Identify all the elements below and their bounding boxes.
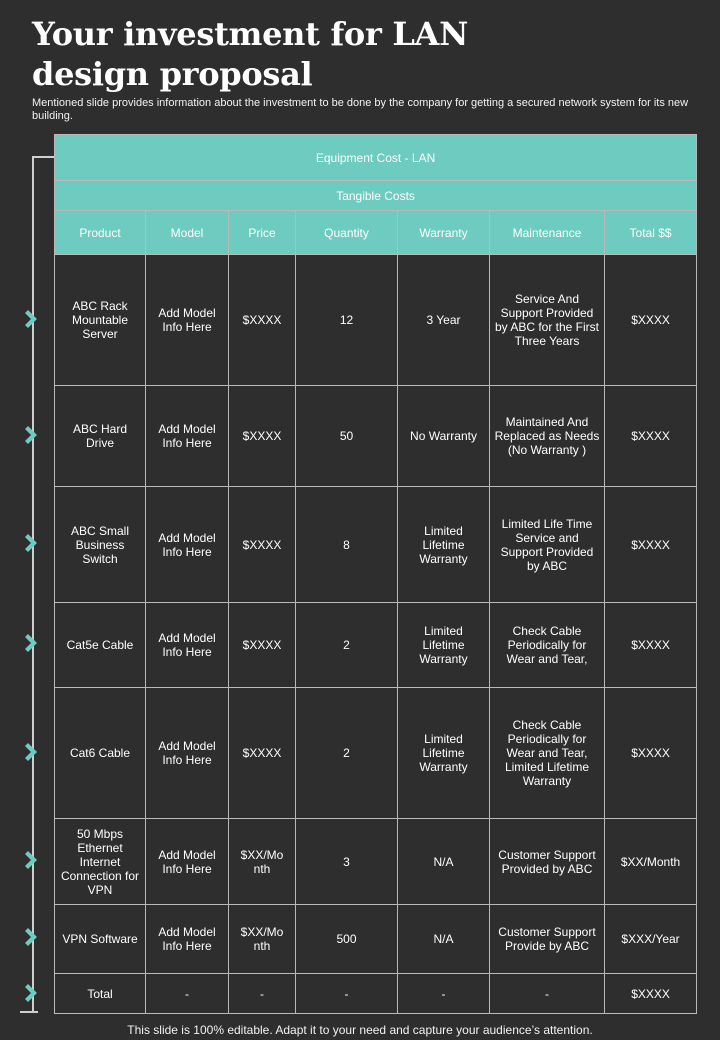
cell-price: $XX/Mo nth bbox=[229, 819, 296, 905]
cell-total: $XXXX bbox=[605, 487, 697, 603]
cell-product: Cat5e Cable bbox=[55, 603, 146, 688]
cell-price: $XXXX bbox=[229, 688, 296, 819]
chevron-right-icon bbox=[24, 424, 42, 446]
cell-warranty: N/A bbox=[398, 905, 490, 974]
cell-product: ABC Small Business Switch bbox=[55, 487, 146, 603]
band-subtitle: Tangible Costs bbox=[55, 181, 697, 211]
chevron-right-icon bbox=[24, 632, 42, 654]
cell-quantity: 50 bbox=[296, 386, 398, 487]
cell-quantity: 3 bbox=[296, 819, 398, 905]
cell-model: Add Model Info Here bbox=[146, 688, 229, 819]
cell-warranty: - bbox=[398, 974, 490, 1014]
cell-product: VPN Software bbox=[55, 905, 146, 974]
cell-quantity: 2 bbox=[296, 603, 398, 688]
header-model: Model bbox=[146, 211, 229, 255]
cell-warranty: 3 Year bbox=[398, 255, 490, 386]
band-equipment-cost bbox=[55, 135, 697, 181]
cell-total: $XXXX bbox=[605, 603, 697, 688]
cell-product: ABC Rack Mountable Server bbox=[55, 255, 146, 386]
cell-price: $XX/Mo nth bbox=[229, 905, 296, 974]
cell-warranty: Limited Lifetime Warranty bbox=[398, 487, 490, 603]
cell-total: $XXXX bbox=[605, 255, 697, 386]
chevron-right-icon bbox=[24, 849, 42, 871]
cell-warranty: No Warranty bbox=[398, 386, 490, 487]
cell-maintenance: Limited Life Time Service and Support Provided by ABC bbox=[490, 487, 605, 603]
cell-warranty: N/A bbox=[398, 819, 490, 905]
slide-footer: This slide is 100% editable. Adapt it to your need and capture your audience’s attention. bbox=[127, 1023, 593, 1037]
band-title: Equipment Cost - LAN bbox=[55, 135, 697, 181]
equipment-cost-table bbox=[54, 134, 697, 1014]
cell-quantity: - bbox=[296, 974, 398, 1014]
timeline-line bbox=[32, 156, 34, 1012]
cell-maintenance: Check Cable Periodically for Wear and Tear, bbox=[490, 603, 605, 688]
cell-quantity: 500 bbox=[296, 905, 398, 974]
cell-price: $XXXX bbox=[229, 487, 296, 603]
slide-subtitle: Mentioned slide provides information about the investment to be done by the company for getting a secured network system for its new building. bbox=[32, 97, 689, 122]
cell-maintenance: - bbox=[490, 974, 605, 1014]
table-total-row bbox=[55, 974, 697, 1014]
table-row bbox=[55, 688, 697, 819]
cell-total: $XX/Month bbox=[605, 819, 697, 905]
header-maintenance: Maintenance bbox=[490, 211, 605, 255]
cell-maintenance: Maintained And Replaced as Needs (No Warranty ) bbox=[490, 386, 605, 487]
table-row bbox=[55, 487, 697, 603]
chevron-right-icon bbox=[24, 741, 42, 763]
cell-warranty: Limited Lifetime Warranty bbox=[398, 688, 490, 819]
cell-total: $XXXX bbox=[605, 974, 697, 1014]
cell-maintenance: Service And Support Provided by ABC for the First Three Years bbox=[490, 255, 605, 386]
cell-model: Add Model Info Here bbox=[146, 386, 229, 487]
cell-model: Add Model Info Here bbox=[146, 603, 229, 688]
cell-model: - bbox=[146, 974, 229, 1014]
chevron-right-icon bbox=[24, 308, 42, 330]
chevron-right-icon bbox=[24, 532, 42, 554]
cell-quantity: 12 bbox=[296, 255, 398, 386]
cell-quantity: 8 bbox=[296, 487, 398, 603]
cell-maintenance: Customer Support Provided by ABC bbox=[490, 819, 605, 905]
header-price: Price bbox=[229, 211, 296, 255]
cell-price: $XXXX bbox=[229, 603, 296, 688]
cell-quantity: 2 bbox=[296, 688, 398, 819]
cell-total: $XXXX bbox=[605, 386, 697, 487]
header-warranty: Warranty bbox=[398, 211, 490, 255]
cell-model: Add Model Info Here bbox=[146, 487, 229, 603]
cell-warranty: Limited Lifetime Warranty bbox=[398, 603, 490, 688]
cell-total: $XXXX bbox=[605, 688, 697, 819]
cell-price: - bbox=[229, 974, 296, 1014]
table-row bbox=[55, 603, 697, 688]
cell-product: ABC Hard Drive bbox=[55, 386, 146, 487]
chevron-right-icon bbox=[24, 926, 42, 948]
cell-price: $XXXX bbox=[229, 255, 296, 386]
cell-price: $XXXX bbox=[229, 386, 296, 487]
timeline-top-connector bbox=[32, 156, 54, 158]
cell-model: Add Model Info Here bbox=[146, 255, 229, 386]
cell-model: Add Model Info Here bbox=[146, 905, 229, 974]
header-product: Product bbox=[55, 211, 146, 255]
cell-maintenance: Customer Support Provide by ABC bbox=[490, 905, 605, 974]
slide-title: Your investment for LAN design proposal bbox=[32, 15, 469, 93]
header-total: Total $$ bbox=[605, 211, 697, 255]
chevron-right-icon bbox=[24, 982, 42, 1004]
table-header-row bbox=[55, 211, 697, 255]
cell-product: 50 Mbps Ethernet Internet Connection for VPN bbox=[55, 819, 146, 905]
table-row bbox=[55, 255, 697, 386]
table-row bbox=[55, 905, 697, 974]
timeline-bottom-connector bbox=[20, 1011, 38, 1013]
cell-total: $XXX/Year bbox=[605, 905, 697, 974]
table-row bbox=[55, 819, 697, 905]
cell-product: Cat6 Cable bbox=[55, 688, 146, 819]
table-row bbox=[55, 386, 697, 487]
cell-maintenance: Check Cable Periodically for Wear and Tear, Limited Lifetime Warranty bbox=[490, 688, 605, 819]
header-quantity: Quantity bbox=[296, 211, 398, 255]
cell-product: Total bbox=[55, 974, 146, 1014]
cell-model: Add Model Info Here bbox=[146, 819, 229, 905]
band-tangible-costs bbox=[55, 181, 697, 211]
